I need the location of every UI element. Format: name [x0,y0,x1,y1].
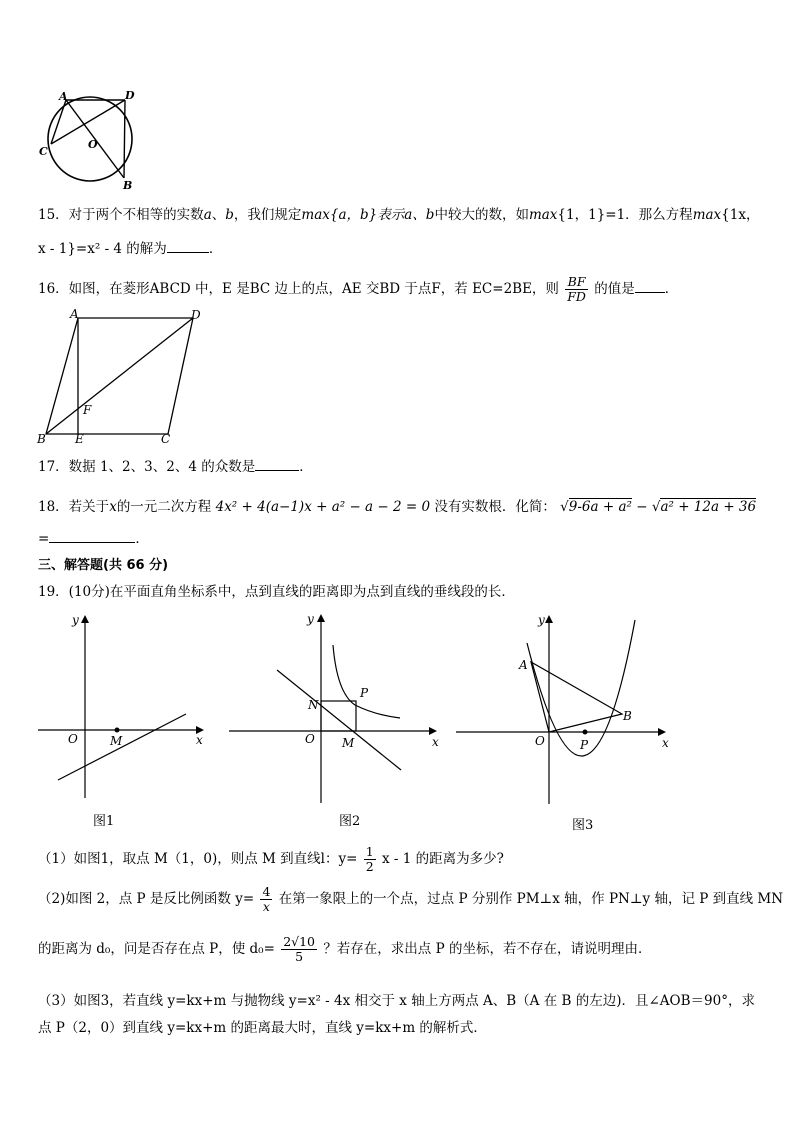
label-m: M [342,736,355,750]
q19-intro: 19．(10分)在平面直角坐标系中，点到直线的距离即为点到直线的垂线段的长． [38,584,515,600]
q19-s1-fraction: $\frac{1}{2}$ [365,844,374,874]
label-b: B [123,179,133,192]
chord-ac [51,100,66,144]
label-a: A [59,90,68,103]
triangle-aob [531,662,622,732]
figure-3 [452,610,677,810]
label-f: F [83,403,92,417]
y-axis-arrow [545,615,553,623]
label-m: M [110,734,123,748]
q15-line1: 15．对于两个不相等的实数a、b，我们规定max{a，b}表示a、b中较大的数，如max{1，1}=1．那么方程max{1x， [38,207,760,223]
label-d: D [191,308,201,322]
section-3-heading: 三、解答题(共 66 分) [38,558,169,573]
label-o: O [68,732,78,746]
chord-db [124,100,125,178]
line-mn [277,670,401,770]
figure-1-caption: 图1 [93,814,115,829]
q18-line1: 18．若关于x的一元二次方程 4x² + 4(a−1)x + a² − a − 2 = 0 没有实数根．化简： √9-6a + a² − √a² + 12a + 36 [38,499,757,515]
q18-root1: √9-6a + a² [560,499,632,515]
figure-3-caption: 图3 [572,818,594,833]
circle-figure [36,86,146,194]
label-e: E [75,432,84,446]
q19-sub3-line1: （3）如图3，若直线 y=kx+m 与抛物线 y=x² - 4x 相交于 x 轴上方两点 A、B（A 在 B 的左边)．且∠AOB＝90°，求 [38,993,755,1009]
q19-sub1: （1）如图1，取点 M（1，0)，则点 M 到直线l：y= $\frac{1}{2}$ x - 1 的距离为多少? [38,844,504,874]
label-x: x [662,736,669,750]
label-c: C [39,145,48,158]
y-axis-arrow [317,614,325,622]
label-b: B [37,432,46,446]
q19-s2-fraction: $\frac{4}{x}$ [262,884,271,914]
hyperbola [333,645,400,718]
q19-sub3-line2: 点 P（2，0）到直线 y=kx+m 的距离最大时，直线 y=kx+m 的解析式． [38,1020,487,1036]
q18-root2: √a² + 12a + 36 [651,499,757,515]
label-x: x [432,735,439,749]
q16-fraction: $\frac{BF}{FD}$ [567,274,586,304]
q16-answer-blank[interactable] [635,280,665,293]
q17-line: 17．数据 1、2、3、2、4 的众数是 ． [38,459,313,475]
q19-s2-fraction2: $\frac{2√10}{5}$ [283,934,316,964]
x-axis-arrow [429,727,437,735]
y-axis-arrow [81,615,89,623]
point-p [583,730,588,735]
label-d: D [125,89,135,102]
x-axis-arrow [658,728,666,736]
q18-line2: = ． [38,531,149,547]
point-m [115,728,120,733]
label-o: O [535,734,545,748]
label-y: y [72,613,79,627]
label-y: y [538,613,545,627]
q19-sub2-line2: 的距离为 d₀，问是否存在点 P，使 d₀= $\frac{2√10}{5}$ ？若存在，求出点 P 的坐标，若不存在，请说明理由． [38,934,652,964]
q16-line: 16．如图，在菱形ABCD 中，E 是BC 边上的点，AE 交BD 于点F，若 EC=2BE，则 $\frac{BF}{FD}$ 的值是 ． [38,274,679,304]
label-a: A [519,658,528,672]
label-c: C [161,432,171,446]
figure-2 [225,605,445,805]
label-a: A [70,307,79,321]
label-x: x [196,733,203,747]
label-p: P [580,738,589,752]
rect-pnom [321,701,356,731]
rhombus-figure [34,306,209,446]
diagonal-bd [46,318,193,434]
label-o: O [88,138,98,151]
figure-2-caption: 图2 [339,814,361,829]
q15-line2: x - 1}=x² - 4 的解为 ． [38,241,223,257]
q15-answer-blank[interactable] [167,240,209,253]
label-p: P [360,686,369,700]
q18-answer-blank[interactable] [49,530,135,543]
label-y: y [307,612,314,626]
q17-answer-blank[interactable] [255,458,299,471]
label-n: N [308,698,319,712]
label-b: B [623,709,632,723]
figure-1 [30,608,215,803]
label-o: O [305,732,315,746]
q19-sub2-line1: （2)如图 2，点 P 是反比例函数 y= $\frac{4}{x}$ 在第一象限上的一个点，过点 P 分别作 PM⊥x 轴，作 PN⊥y 轴，记 P 到直线 MN [38,884,784,914]
q18-equation: 4x² + 4(a−1)x + a² − a − 2 = 0 [215,499,431,515]
